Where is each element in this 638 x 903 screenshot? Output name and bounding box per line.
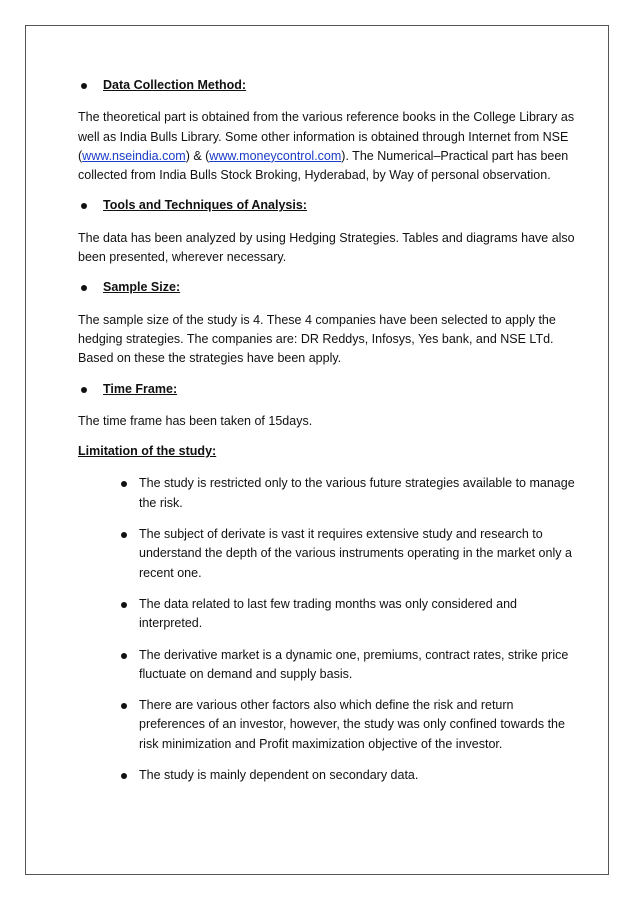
limitations-heading: Limitation of the study:: [78, 444, 217, 459]
paragraph-sample-size: The sample size of the study is 4. These 4 companies have been selected to apply the hedging strategies. The companies are: DR Reddys, Infosys, Yes bank, and NSE LTd. Based on these the strategies have been apply.: [78, 312, 556, 366]
list-item: [78, 646, 578, 685]
paragraph-text: ) & (: [185, 148, 210, 163]
paragraph-tools: The data has been analyzed by using Hedging Strategies. Tables and diagrams have also been presented, wherever necessary.: [78, 230, 575, 265]
bullet-icon: [121, 653, 127, 659]
heading-text: Time Frame:: [103, 381, 178, 396]
bullet-icon: [81, 203, 87, 209]
paragraph-data-collection: [78, 108, 578, 185]
link-moneycontrol[interactable]: www.moneycontrol.com: [209, 148, 342, 163]
list-item: [78, 525, 578, 583]
bullet-icon: [81, 83, 87, 89]
link-nseindia[interactable]: www.nseindia.com: [82, 148, 186, 163]
limitations-list: [78, 474, 578, 785]
heading-text: Data Collection Method:: [103, 78, 247, 92]
paragraph-text: The theoretical part is obtained from the various reference books in the College Library as well as India Bulls Library. Some other information is obtained through Internet from NSE (: [78, 110, 575, 163]
list-item: [78, 595, 578, 634]
section-heading-sample-size: [78, 278, 578, 297]
list-item: [78, 474, 578, 513]
list-item-text: The study is restricted only to the various future strategies available to manage the risk.: [139, 476, 575, 510]
heading-text: Sample Size:: [103, 280, 181, 295]
paragraph-text: ). The Numerical–Practical part has been collected from India Bulls Stock Broking, Hyderabad, by Way of personal observation.: [78, 148, 569, 183]
list-item: [78, 766, 578, 785]
list-item-text: There are various other factors also which define the risk and return preferences of an investor, however, the study was only confined towards the risk minimization and Profit maximization objective of the investor.: [139, 698, 565, 751]
document-body: [78, 76, 578, 797]
section-heading-tools: [78, 196, 578, 215]
bullet-icon: [121, 532, 127, 538]
list-item: [78, 696, 578, 754]
list-item-text: The study is mainly dependent on secondary data.: [139, 768, 419, 783]
section-heading-data-collection: [78, 76, 578, 95]
bullet-icon: [121, 481, 127, 487]
heading-text: Tools and Techniques of Analysis:: [103, 198, 307, 213]
paragraph-time-frame: The time frame has been taken of 15days.: [78, 413, 313, 428]
list-item-text: The data related to last few trading months was only considered and interpreted.: [139, 596, 517, 631]
bullet-icon: [121, 703, 127, 709]
bullet-icon: [81, 285, 87, 291]
list-item-text: The subject of derivate is vast it requires extensive study and research to understand the depth of the various instruments operating in the market only a recent one.: [139, 527, 572, 580]
list-item-text: The derivative market is a dynamic one, premiums, contract rates, strike price fluctuate on demand and supply basis.: [139, 647, 569, 681]
bullet-icon: [81, 387, 87, 393]
section-heading-time-frame: [78, 380, 578, 399]
bullet-icon: [121, 602, 127, 608]
bullet-icon: [121, 773, 127, 779]
